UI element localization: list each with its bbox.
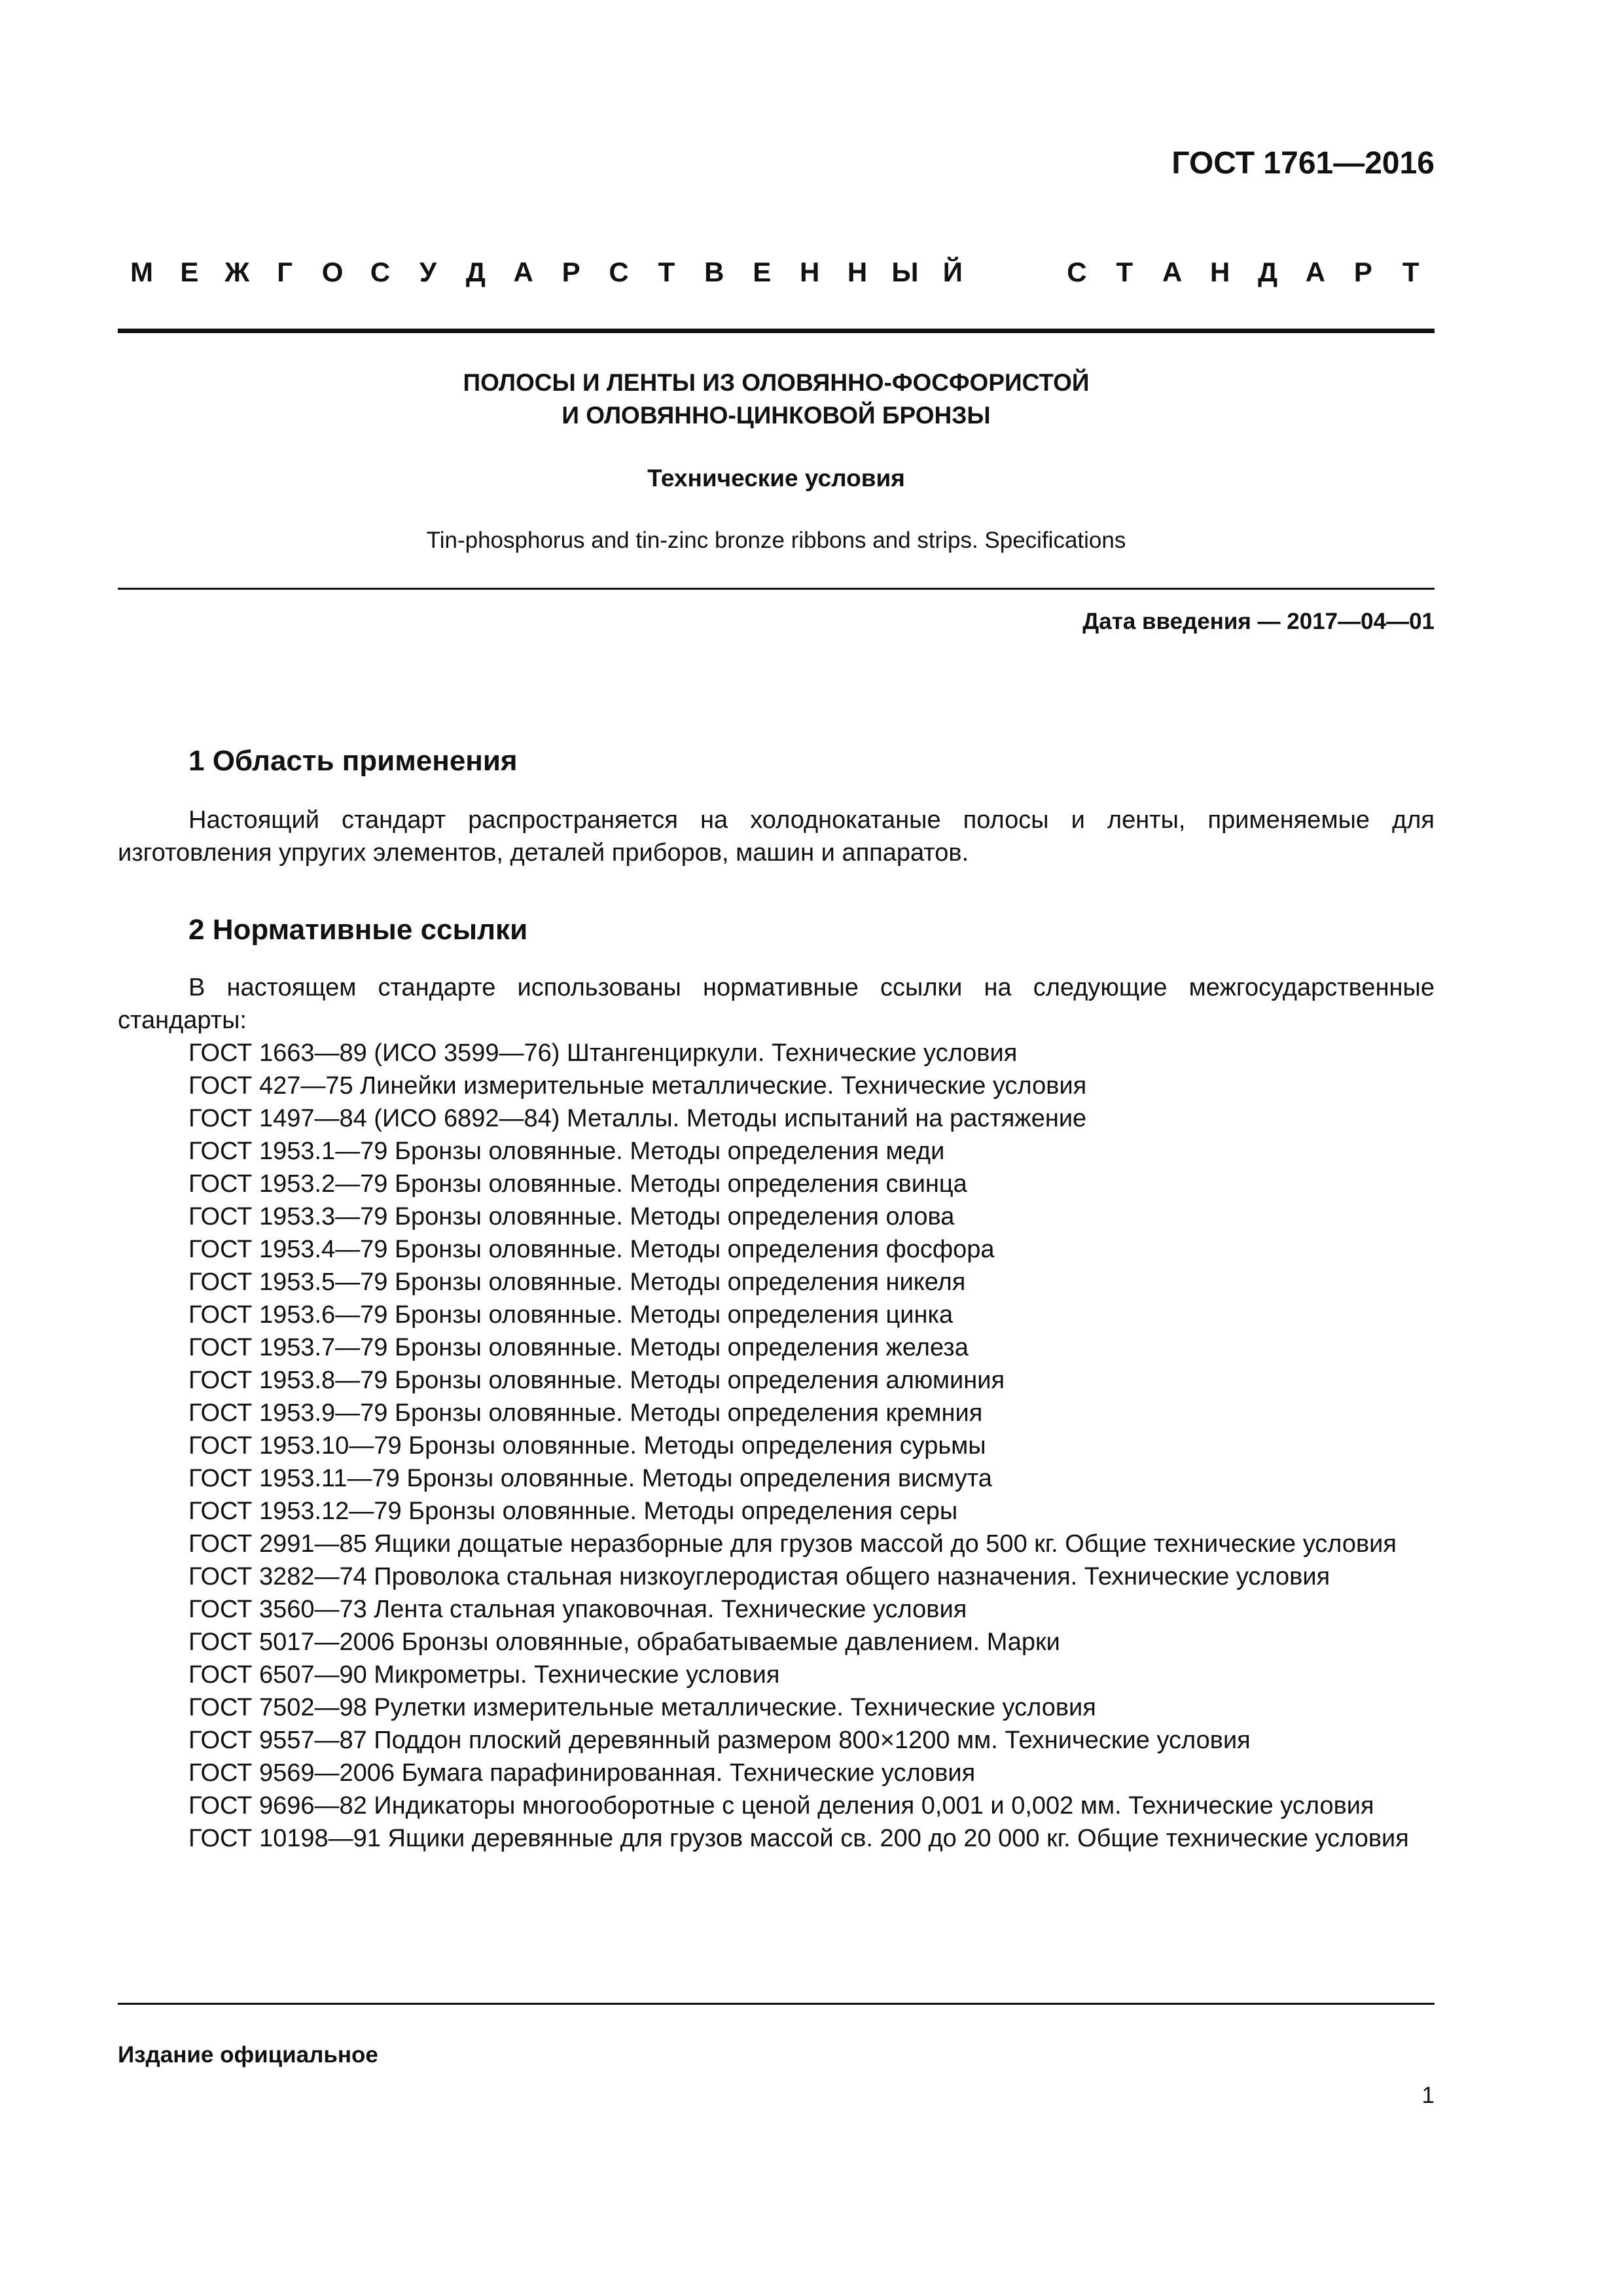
reference-item: ГОСТ 1953.4—79 Бронзы оловянные. Методы определения фосфора: [188, 1236, 995, 1263]
banner-letter: С: [370, 257, 391, 287]
banner-letter: А: [513, 257, 533, 287]
banner-letter: С: [609, 257, 629, 287]
banner-letter: Т: [658, 257, 675, 287]
reference-list: [118, 1037, 1435, 1855]
reference-item: ГОСТ 9696—82 Индикаторы многооборотные с ценой деления 0,001 и 0,002 мм. Технические условия: [188, 1792, 1374, 1820]
reference-item: ГОСТ 1953.8—79 Бронзы оловянные. Методы определения алюминия: [188, 1367, 1005, 1394]
banner-letter: Р: [1353, 257, 1372, 287]
banner-letter: Г: [277, 257, 293, 287]
reference-item: ГОСТ 1953.1—79 Бронзы оловянные. Методы определения меди: [188, 1138, 945, 1165]
document-title: [118, 367, 1435, 432]
section-2-body: [118, 971, 1435, 1855]
banner-letter: Н: [799, 257, 820, 287]
banner-letter: Т: [1402, 257, 1419, 287]
reference-item: ГОСТ 3560—73 Лента стальная упаковочная. Технические условия: [188, 1596, 967, 1623]
reference-item: ГОСТ 10198—91 Ящики деревянные для грузов массой св. 200 до 20 000 кг. Общие технические условия: [188, 1825, 1409, 1852]
reference-item: ГОСТ 6507—90 Микрометры. Технические условия: [188, 1661, 780, 1689]
banner-letter: В: [704, 257, 724, 287]
english-title: Tin-phosphorus and tin-zinc bronze ribbons and strips. Specifications: [426, 528, 1126, 553]
banner-letter: Р: [562, 257, 580, 287]
reference-item: ГОСТ 3282—74 Проволока стальная низкоуглеродистая общего назначения. Технические условия: [188, 1563, 1330, 1590]
reference-item: ГОСТ 1663—89 (ИСО 3599—76) Штангенциркули. Технические условия: [188, 1039, 1018, 1067]
reference-item: ГОСТ 1953.6—79 Бронзы оловянные. Методы определения цинка: [188, 1301, 954, 1329]
banner-letter: С: [1067, 257, 1087, 287]
document-number: ГОСТ 1761—2016: [1171, 146, 1435, 181]
banner-letter: Е: [180, 257, 199, 287]
title-divider: [118, 588, 1435, 590]
title-line: И ОЛОВЯННО-ЦИНКОВОЙ БРОНЗЫ: [562, 402, 991, 429]
reference-item: ГОСТ 9557—87 Поддон плоский деревянный размером 800×1200 мм. Технические условия: [188, 1727, 1251, 1754]
top-divider: [118, 329, 1435, 333]
section-1-text: Настоящий стандарт распространяется на холоднокатаные полосы и ленты, применяемые для изготовления упругих элементов, деталей приборов, машин и аппаратов.: [118, 806, 1435, 867]
reference-item: ГОСТ 1953.3—79 Бронзы оловянные. Методы определения олова: [188, 1203, 955, 1230]
banner-letter: Ж: [224, 257, 250, 287]
reference-item: ГОСТ 5017—2006 Бронзы оловянные, обрабатываемые давлением. Марки: [188, 1628, 1060, 1656]
reference-item: ГОСТ 1953.11—79 Бронзы оловянные. Методы определения висмута: [188, 1465, 992, 1492]
banner-letter: Д: [465, 257, 486, 287]
banner-letter: А: [1162, 257, 1183, 287]
banner-letter: А: [1305, 257, 1326, 287]
reference-item: ГОСТ 1953.5—79 Бронзы оловянные. Методы определения никеля: [188, 1268, 966, 1296]
standard-banner: [118, 257, 1435, 288]
banner-letter: У: [419, 257, 437, 287]
footer-divider: [118, 2003, 1435, 2005]
reference-item: ГОСТ 1953.2—79 Бронзы оловянные. Методы определения свинца: [188, 1170, 967, 1198]
banner-letter: Т: [1116, 257, 1133, 287]
banner-letter: Н: [847, 257, 868, 287]
banner-letter: Й: [942, 257, 963, 287]
banner-gap: [976, 257, 1053, 288]
reference-item: ГОСТ 1953.7—79 Бронзы оловянные. Методы определения железа: [188, 1334, 969, 1361]
title-line: ПОЛОСЫ И ЛЕНТЫ ИЗ ОЛОВЯННО-ФОСФОРИСТОЙ: [463, 369, 1090, 396]
banner-letter: М: [130, 257, 153, 287]
reference-item: ГОСТ 1953.10—79 Бронзы оловянные. Методы определения сурьмы: [188, 1432, 986, 1460]
banner-letter: О: [321, 257, 344, 287]
page-number: 1: [1421, 2083, 1435, 2108]
section-1-body: [118, 804, 1435, 869]
reference-item: ГОСТ 9569—2006 Бумага парафинированная. Технические условия: [188, 1759, 976, 1787]
banner-letter: Е: [753, 257, 772, 287]
reference-item: ГОСТ 1953.9—79 Бронзы оловянные. Методы определения кремния: [188, 1399, 983, 1427]
section-1-heading: 1 Область применения: [188, 745, 518, 777]
reference-item: ГОСТ 2991—85 Ящики дощатые неразборные для грузов массой до 500 кг. Общие технические условия: [188, 1530, 1397, 1558]
reference-item: ГОСТ 1497—84 (ИСО 6892—84) Металлы. Методы испытаний на растяжение: [188, 1105, 1087, 1132]
reference-item: ГОСТ 7502—98 Рулетки измерительные металлические. Технические условия: [188, 1694, 1096, 1721]
section-2-heading: 2 Нормативные ссылки: [188, 914, 528, 946]
banner-letter: Д: [1258, 257, 1277, 287]
banner-letter: Н: [1209, 257, 1230, 287]
introduction-date: Дата введения — 2017—04—01: [1082, 609, 1435, 634]
document-subtitle: Технические условия: [647, 465, 905, 492]
section-2-intro: В настоящем стандарте использованы нормативные ссылки на следующие межгосударственные стандарты:: [118, 974, 1435, 1034]
banner-letter: Ы: [891, 257, 919, 287]
edition-label: Издание официальное: [118, 2042, 378, 2068]
reference-item: ГОСТ 427—75 Линейки измерительные металлические. Технические условия: [188, 1072, 1087, 1100]
reference-item: ГОСТ 1953.12—79 Бронзы оловянные. Методы определения серы: [188, 1498, 958, 1525]
